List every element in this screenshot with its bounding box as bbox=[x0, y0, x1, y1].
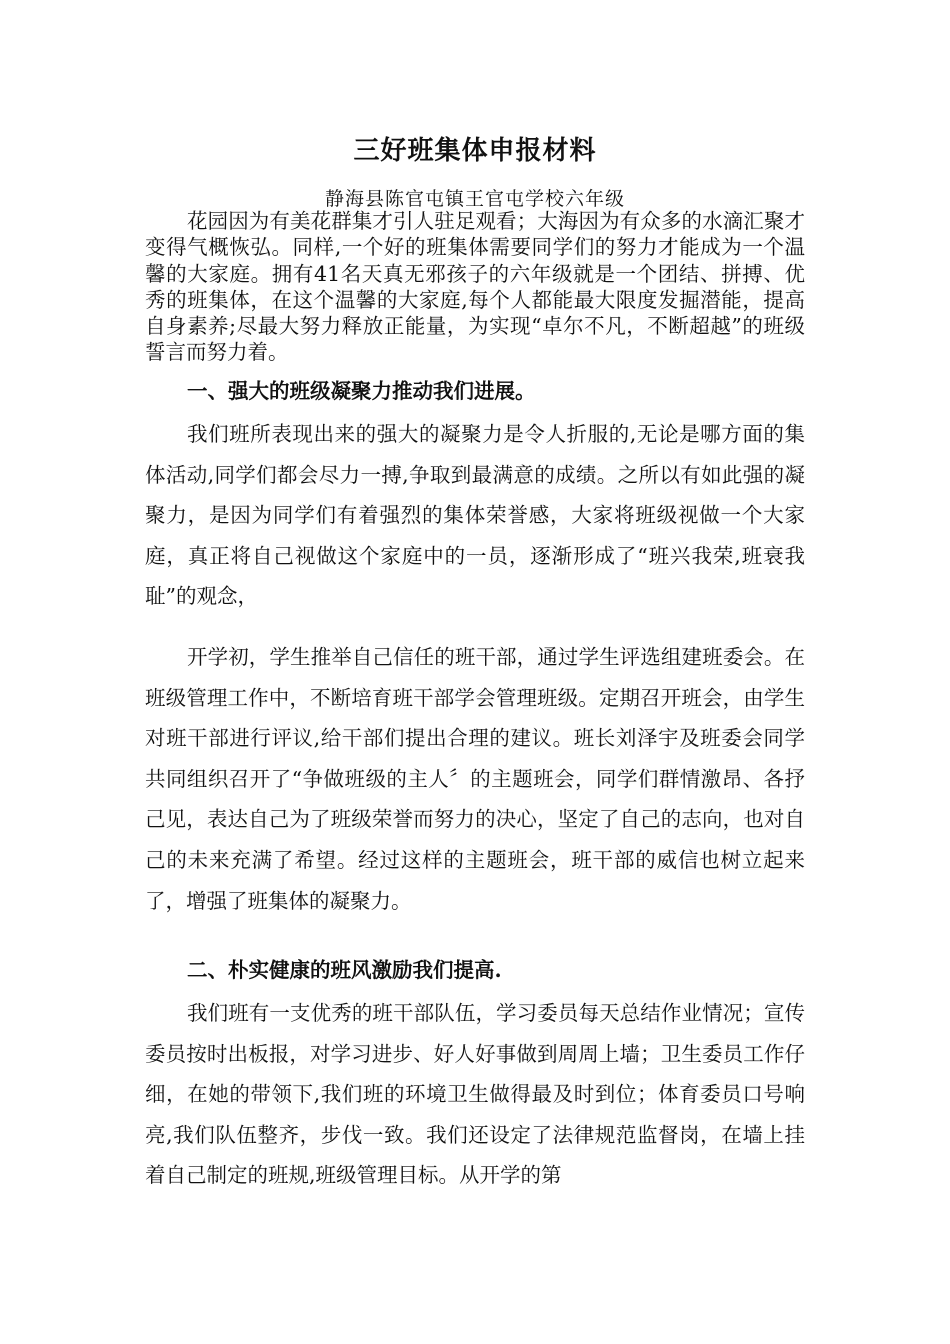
intro-paragraph: 花园因为有美花群集才引人驻足观看；大海因为有众多的水滴汇聚才变得气概恢弘。同样,一个好的班集体需要同学们的努力才能成为一个温馨的大家庭。拥有41名天真无邪孩子的六年级就是一个团结、拼搏、优秀的班集体，在这个温馨的大家庭,每个人都能最大限度发掘潜能，提高自身素养;尽最大努力释放正能量，为实现“卓尔不凡，不断超越”的班级誓言而努力着。 bbox=[145, 209, 805, 365]
document-title: 三好班集体申报材料 bbox=[353, 136, 597, 166]
section-2-heading: 二、朴实健康的班风激励我们提高. bbox=[187, 958, 502, 982]
document-subtitle: 静海县陈官屯镇王官屯学校六年级 bbox=[324, 188, 625, 210]
section-1-paragraph-1: 我们班所表现出来的强大的凝聚力是令人折服的,无论是哪方面的集体活动,同学们都会尽力一搏,争取到最满意的成绩。之所以有如此强的凝聚力，是因为同学们有着强烈的集体荣誉感，大家将班级视做一个大家庭，真正将自己视做这个家庭中的一员，逐渐形成了“班兴我荣,班衰我耻”的观念， bbox=[145, 422, 805, 609]
section-2-paragraph-1: 我们班有一支优秀的班干部队伍，学习委员每天总结作业情况；宣传委员按时出板报，对学习进步、好人好事做到周周上墙；卫生委员工作仔细，在她的带领下,我们班的环境卫生做得最及时到位；体育委员口号响亮,我们队伍整齐，步伐一致。我们还设定了法律规范监督岗，在墙上挂着自己制定的班规,班级管理目标。从开学的第 bbox=[145, 1001, 805, 1188]
section-1-heading: 一、强大的班级凝聚力推动我们进展。 bbox=[187, 379, 536, 403]
section-1-paragraph-2: 开学初，学生推举自己信任的班干部，通过学生评选组建班委会。在班级管理工作中，不断培育班干部学会管理班级。定期召开班会，由学生对班干部进行评议,给干部们提出合理的建议。班长刘泽宇及班委会同学共同组织召开了“争做班级的主人〞的主题班会，同学们群情激昂、各抒己见，表达自己为了班级荣誉而努力的决心，坚定了自己的志向，也对自己的未来充满了希望。经过这样的主题班会，班干部的威信也树立起来了，增强了班集体的凝聚力。 bbox=[145, 645, 805, 913]
